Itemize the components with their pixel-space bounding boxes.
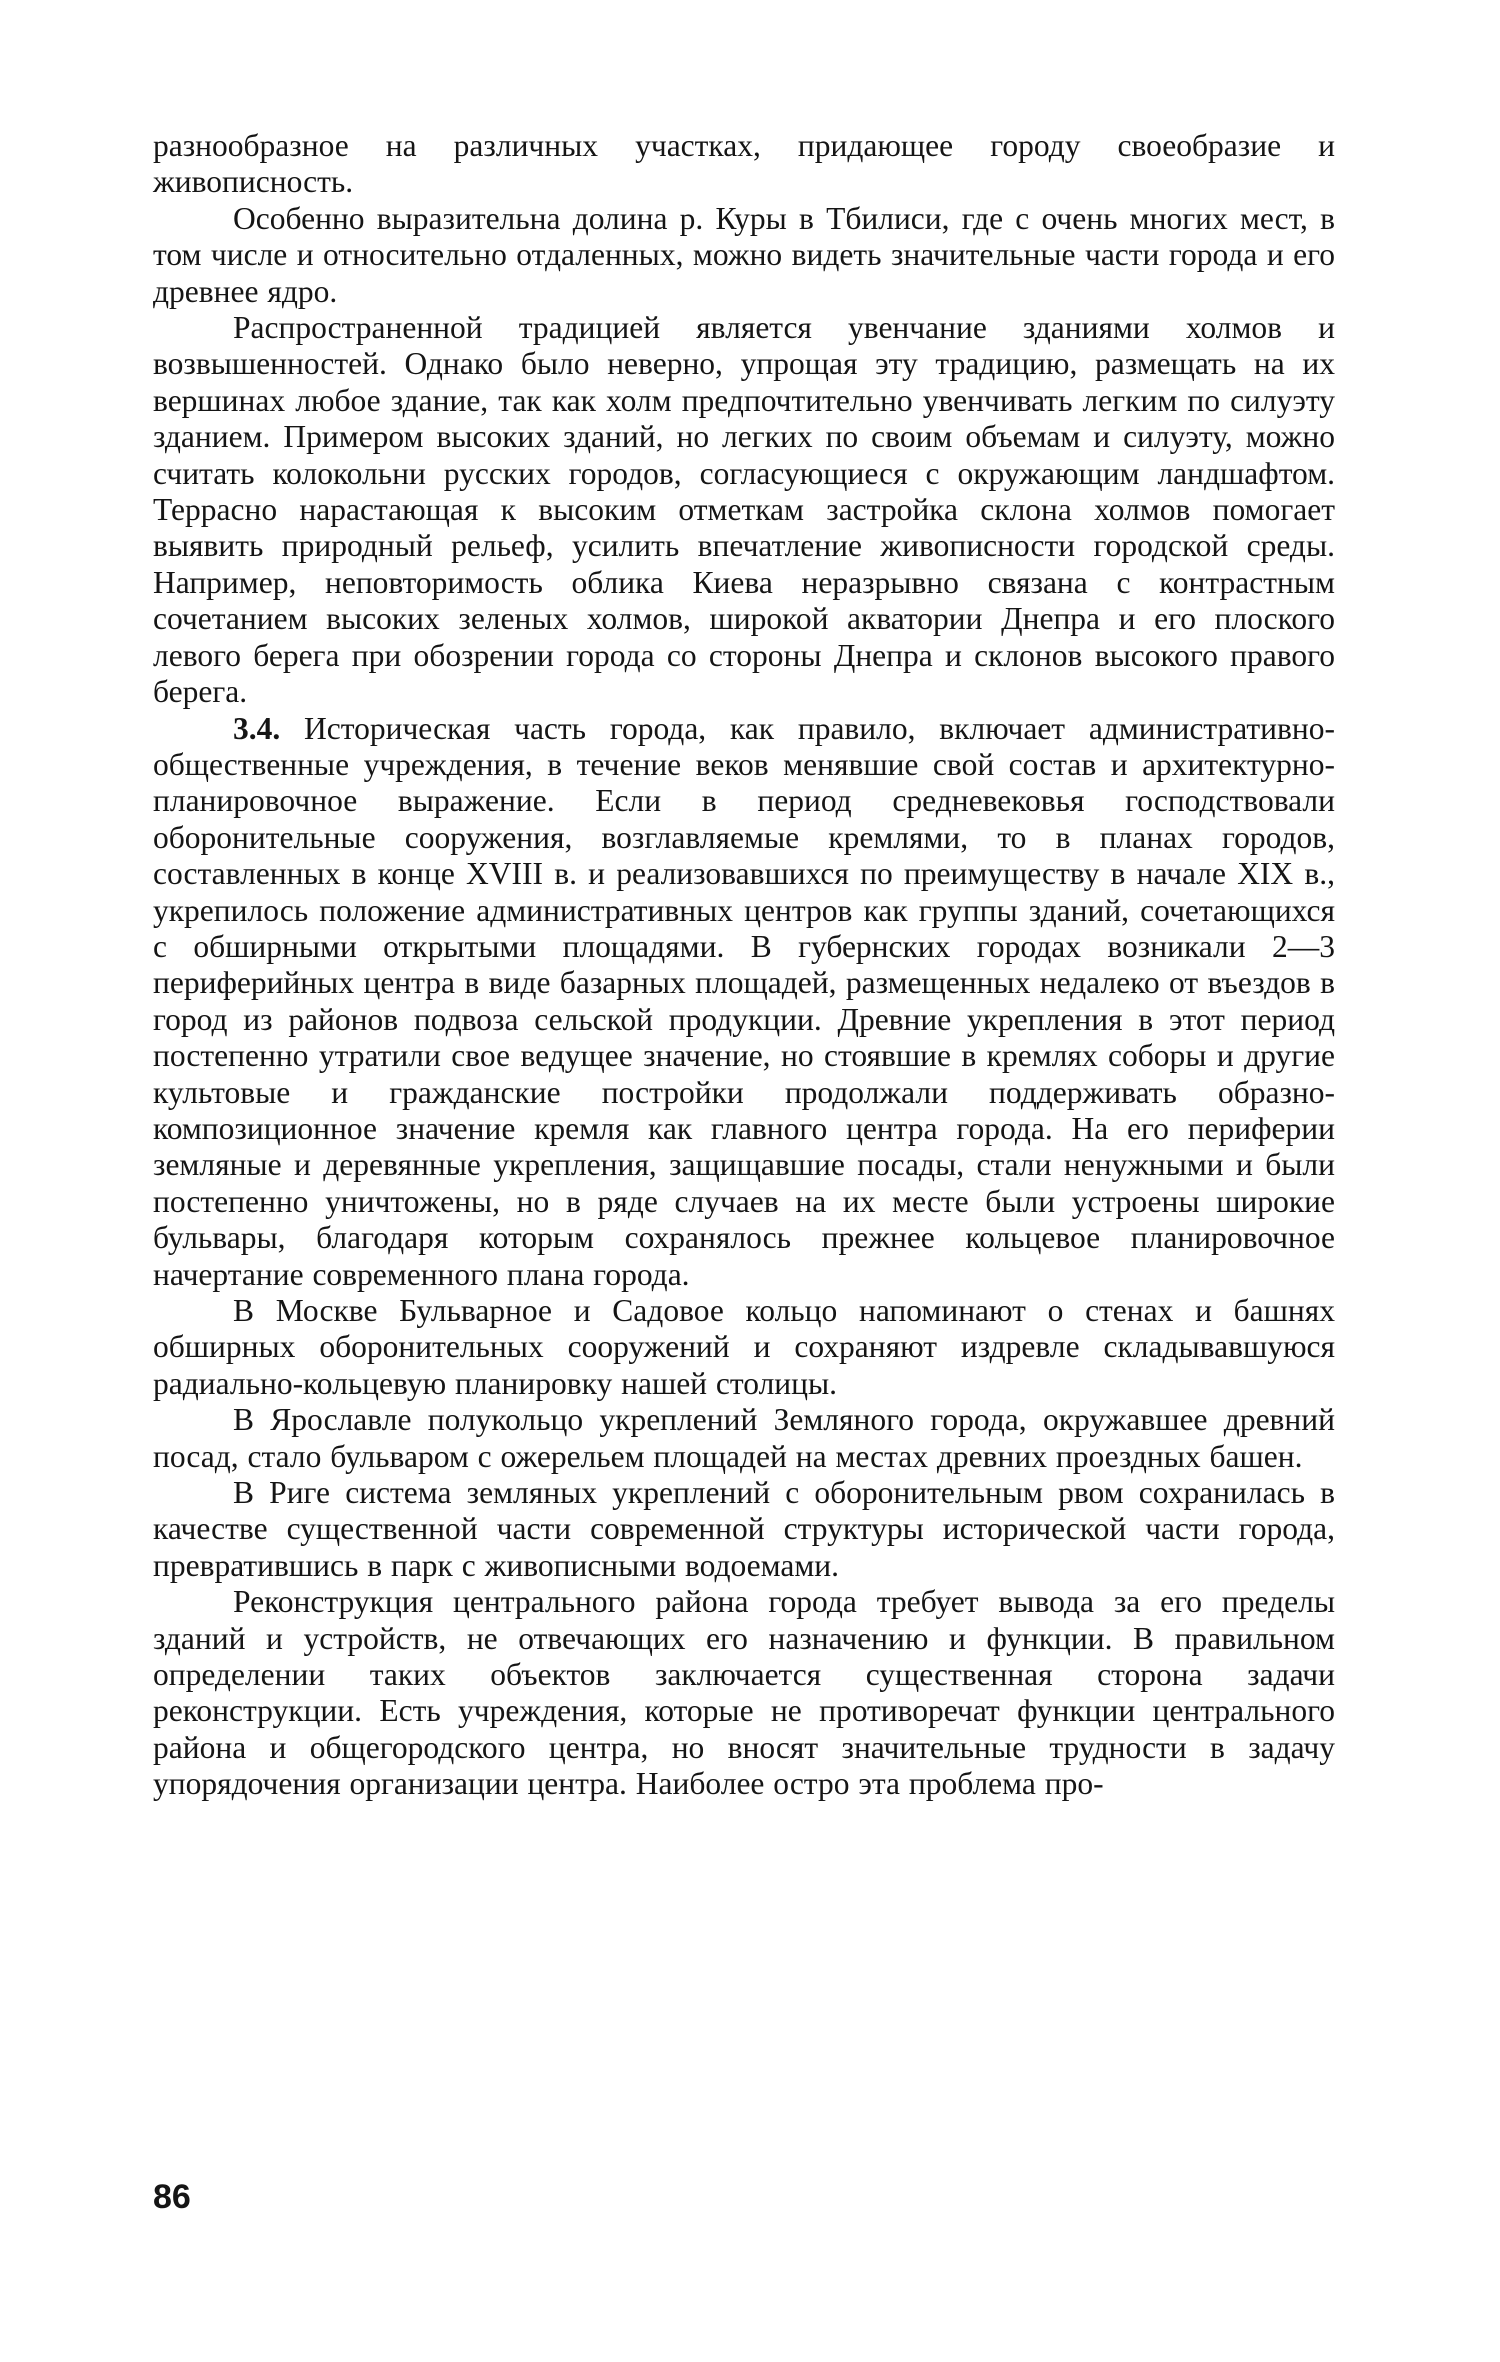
page-number: 86	[153, 2178, 191, 2216]
paragraph-moscow: В Москве Бульварное и Садовое кольцо напоминают о стенах и башнях обширных оборонительных сооружений и сохраняют издревле складывавшуюся радиально-кольцевую планировку нашей столицы.	[153, 1293, 1335, 1401]
paragraph-continuation: разнообразное на различных участках, придающее городу своеобразие и живописность.	[153, 128, 1335, 200]
paragraph-section-3-4	[153, 711, 1335, 1294]
paragraph-yaroslavl: В Ярославле полукольцо укреплений Земляного города, окружавшее древний посад, стало бульваром с ожерельем площадей на местах древних проездных башен.	[153, 1402, 1335, 1474]
paragraph-tbilisi: Особенно выразительна долина р. Куры в Тбилиси, где с очень многих мест, в том числе и относительно отдаленных, можно видеть значительные части города и его древнее ядро.	[153, 200, 1335, 309]
paragraph-reconstruction: Реконструкция центрального района города требует вывода за его пределы зданий и устройств, не отвечающих его назначению и функции. В правильном определении таких объектов заключается существенная сторона задачи реконструкции. Есть учреждения, которые не противоречат функции центрального района и общегородского центра, но вносят значительные трудности в задачу упорядочения организации центра. Наиболее остро эта проблема про-	[153, 1584, 1335, 1802]
page-text-column	[153, 128, 1335, 1803]
paragraph-riga: В Риге система земляных укреплений с оборонительным рвом сохранилась в качестве существенной части современной структуры исторической части города, превратившись в парк с живописными водоемами.	[153, 1475, 1335, 1583]
section-text: Историческая часть города, как правило, включает административно-общественные учреждения, в течение веков менявшие свой состав и архитектурно-планировочное выражение. Если в период средневековья господствовали оборонительные сооружения, возглавляемые кремлями, то в планах городов, составленных в конце XVIII в. и реализовавшихся по преимуществу в начале XIX в., укрепилось положение административных центров как группы зданий, сочетающихся с обширными открытыми площадями. В губернских городах возникали 2—3 периферийных центра в виде базарных площадей, размещенных недалеко от въездов в город из районов подвоза сельской продукции. Древние укрепления в этот период постепенно утратили свое ведущее значение, но стоявшие в кремлях соборы и другие культовые и гражданские постройки продолжали поддерживать образно-композиционное значение кремля как главного центра города. На его периферии земляные и деревянные укрепления, защищавшие посады, стали ненужными и были постепенно уничтожены, но в ряде случаев на их месте были устроены широкие бульвары, благодаря которым сохранялось прежнее кольцевое планировочное начертание современного плана города.	[153, 710, 1335, 1292]
paragraph-hills-tradition: Распространенной традицией является увенчание зданиями холмов и возвышенностей. Однако было неверно, упрощая эту традицию, размещать на их вершинах любое здание, так как холм предпочтительно увенчивать легким по силуэту зданием. Примером высоких зданий, но легких по своим объемам и силуэту, можно считать колокольни русских городов, согласующиеся с окружающим ландшафтом. Террасно нарастающая к высоким отметкам застройка склона холмов помогает выявить природный рельеф, усилить впечатление живописности городской среды. Например, неповторимость облика Киева неразрывно связана с контрастным сочетанием высоких зеленых холмов, широкой акватории Днепра и его плоского левого берега при обозрении города со стороны Днепра и склонов высокого правого берега.	[153, 310, 1335, 710]
section-number: 3.4.	[233, 710, 281, 746]
